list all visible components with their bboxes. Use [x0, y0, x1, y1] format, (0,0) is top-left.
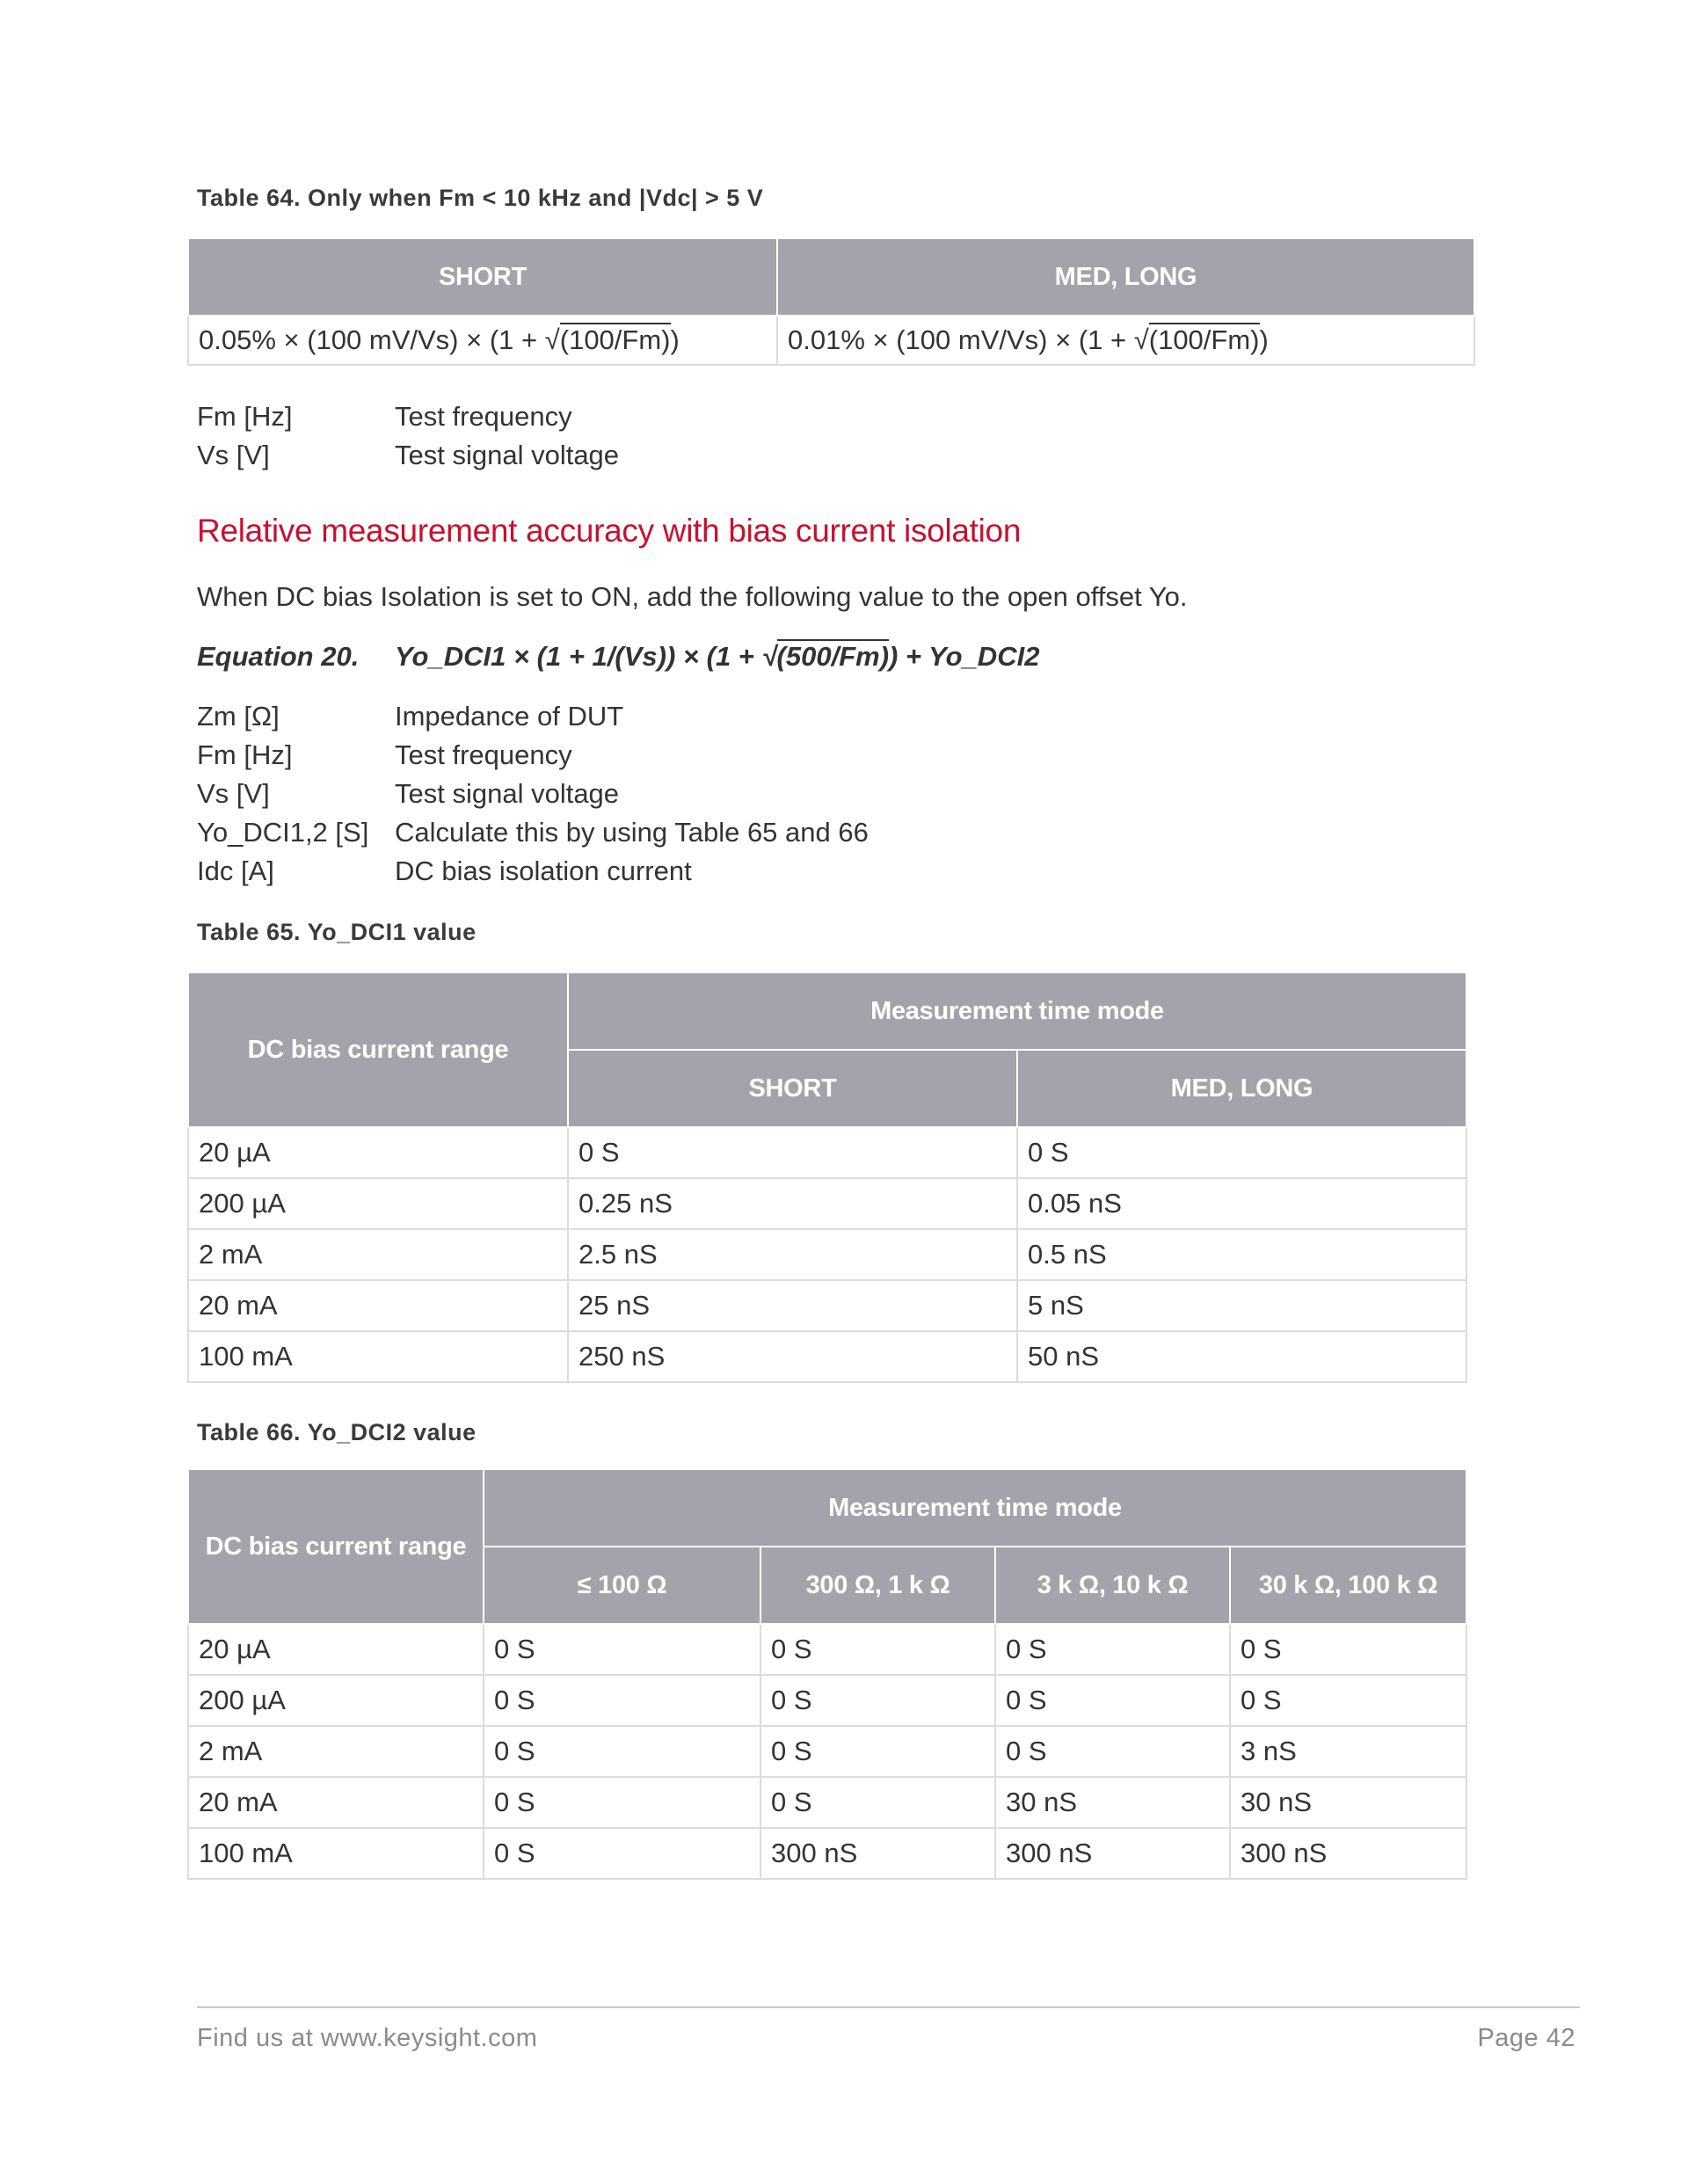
equation-formula: Yo_DCI1 × (1 + 1/(Vs)) × (1 + √(500/Fm)) + Yo_DCI2: [395, 641, 1040, 672]
table-66-caption: Table 66. Yo_DCI2 value: [197, 1419, 477, 1445]
table-64-cell-med-long: 0.01% × (100 mV/Vs) × (1 + √(100/Fm)): [777, 316, 1474, 365]
footer-website: Find us at www.keysight.com: [197, 2024, 538, 2052]
table-66-col-le-100-ohm: ≤ 100 Ω: [484, 1547, 760, 1624]
table-row: 100 mA 250 nS 50 nS: [188, 1331, 1466, 1382]
equation-20: [197, 641, 1039, 673]
table-66-row-header: DC bias current range: [188, 1469, 484, 1624]
equation-label: Equation 20.: [197, 641, 360, 672]
table-row: 200 µA 0 S 0 S 0 S 0 S: [188, 1675, 1466, 1726]
table-row: 20 mA 25 nS 5 nS: [188, 1280, 1466, 1331]
definition-row: Fm [Hz] Test frequency: [197, 739, 572, 770]
table-row: 20 mA 0 S 0 S 30 nS 30 nS: [188, 1777, 1466, 1828]
definition-row: Idc [A] DC bias isolation current: [197, 855, 692, 886]
table-64-caption: Table 64. Only when Fm < 10 kHz and |Vdc| > 5 V: [197, 185, 764, 211]
table-65: [187, 972, 1467, 1383]
table-66: [187, 1468, 1467, 1880]
section-intro: When DC bias Isolation is set to ON, add the following value to the open offset Yo.: [197, 581, 1188, 612]
definition-row: Yo_DCI1,2 [S] Calculate this by using Table 65 and 66: [197, 817, 869, 848]
table-66-col-3k-10k: 3 k Ω, 10 k Ω: [995, 1547, 1230, 1624]
page-number: Page 42: [1477, 2024, 1575, 2052]
definition-row: Fm [Hz] Test frequency: [197, 401, 572, 432]
table-65-caption: Table 65. Yo_DCI1 value: [197, 919, 477, 945]
table-row: 200 µA 0.25 nS 0.05 nS: [188, 1178, 1466, 1229]
definition-row: Vs [V] Test signal voltage: [197, 778, 620, 809]
footer-divider: [197, 2006, 1580, 2008]
table-row: 20 µA 0 S 0 S: [188, 1127, 1466, 1178]
definition-list-1: [197, 397, 619, 475]
table-64-header-short: SHORT: [188, 238, 777, 316]
definition-row: Vs [V] Test signal voltage: [197, 440, 620, 470]
table-65-row-header: DC bias current range: [188, 972, 568, 1127]
table-64-cell-short: 0.05% × (100 mV/Vs) × (1 + √(100/Fm)): [188, 316, 777, 365]
table-65-col-short: SHORT: [568, 1050, 1017, 1127]
table-row: 20 µA 0 S 0 S 0 S 0 S: [188, 1624, 1466, 1675]
table-row: 2 mA 2.5 nS 0.5 nS: [188, 1229, 1466, 1280]
table-66-group-header: Measurement time mode: [484, 1469, 1466, 1547]
table-65-col-med-long: MED, LONG: [1017, 1050, 1466, 1127]
table-64-header-med-long: MED, LONG: [777, 238, 1474, 316]
definition-row: Zm [Ω] Impedance of DUT: [197, 701, 624, 732]
table-row: 100 mA 0 S 300 nS 300 nS 300 nS: [188, 1828, 1466, 1879]
table-row: 2 mA 0 S 0 S 0 S 3 nS: [188, 1726, 1466, 1777]
table-66-col-300-ohm-1k: 300 Ω, 1 k Ω: [760, 1547, 995, 1624]
table-65-group-header: Measurement time mode: [568, 972, 1466, 1050]
definition-list-2: [197, 697, 869, 891]
table-66-col-30k-100k: 30 k Ω, 100 k Ω: [1230, 1547, 1466, 1624]
table-64: [187, 237, 1475, 366]
section-heading: Relative measurement accuracy with bias current isolation: [197, 513, 1022, 549]
